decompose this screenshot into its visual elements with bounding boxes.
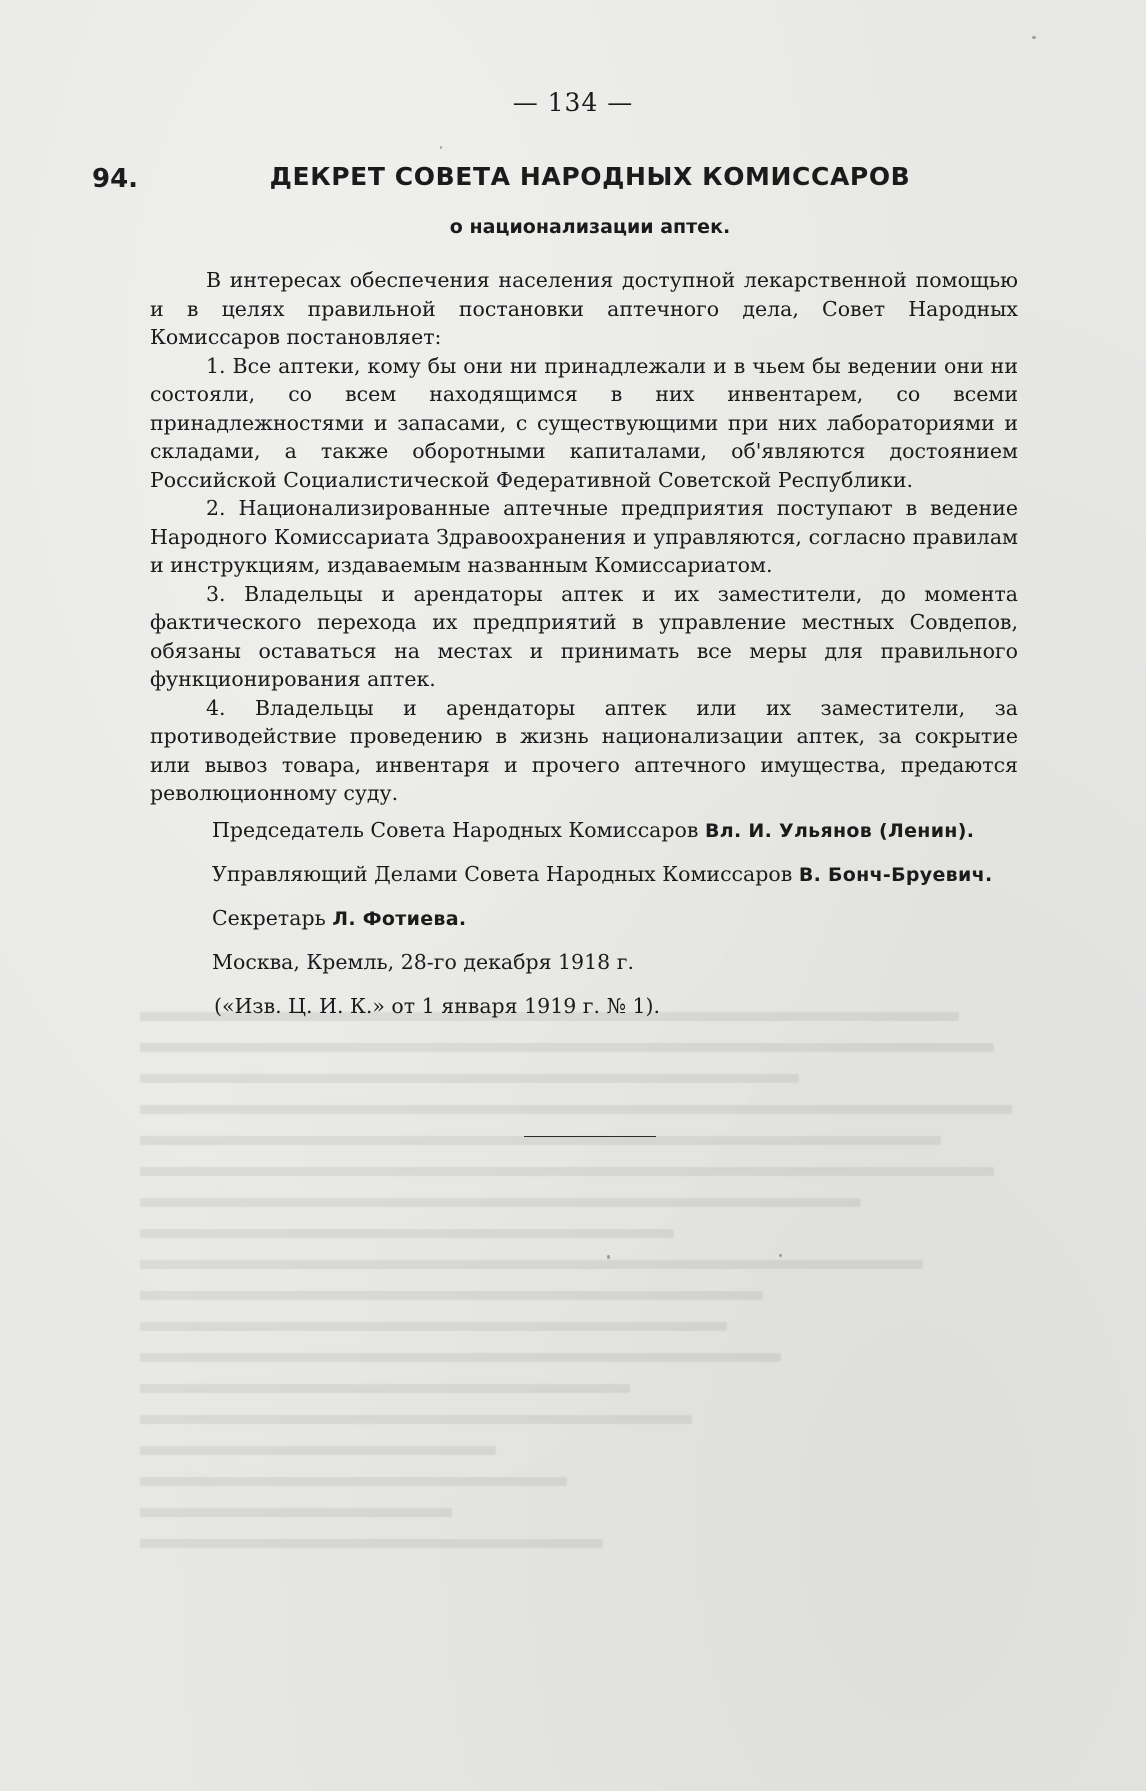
manager-role: Управляющий Делами Совета Народных Комиссаров — [212, 862, 793, 886]
secretary-role: Секретарь — [212, 906, 326, 930]
decree-body — [150, 266, 1018, 808]
decree-point-2: 2. Национализированные аптечные предприятия поступают в ведение Народного Комиссариата Здравоохранения и управляются, согласно правилам и инструкциям, издаваемым названным Комиссариатом. — [150, 496, 1018, 577]
show-through-background — [140, 990, 1030, 1690]
manager-name: В. Бонч-Бруевич. — [798, 864, 993, 886]
scan-speck — [440, 146, 442, 149]
section-divider — [524, 1136, 656, 1137]
decree-preamble: В интересах обеспечения населения доступной лекарственной помощью и в целях правильной постановки аптечного дела, Совет Народных Комиссаров постановляет: — [150, 268, 1018, 349]
decree-point-4: 4. Владельцы и арендаторы аптек или их заместители, за противодействие проведению в жизнь национализации аптек, за сокрытие или вывоз товара, инвентаря и прочего аптечного имущества, предаются революционному суду. — [150, 695, 1018, 805]
scan-speck — [1032, 36, 1036, 39]
signatures-block — [212, 808, 1032, 1028]
document-number: 94. — [92, 164, 139, 194]
chairman-name: Вл. И. Ульянов (Ленин). — [704, 820, 975, 842]
decree-point-1: 1. Все аптеки, кому бы они ни принадлежали и в чьем бы ведении они ни состояли, со всем находящимся в них инвентарем, со всеми принадлежностями и запасами, с существующими при них лабораториями и складами, а также оборотными капиталами, об'являются достоянием Российской Социалистической Федеративной Советской Республики. — [150, 353, 1018, 492]
scan-speck — [779, 1254, 782, 1257]
signature-secretary — [212, 896, 1032, 940]
place-and-date: Москва, Кремль, 28-го декабря 1918 г. — [212, 950, 634, 974]
signature-manager — [212, 852, 1032, 896]
scan-speck — [607, 1255, 610, 1259]
decree-point-3: 3. Владельцы и арендаторы аптек и их заместители, до момента фактического перехода их предприятий в управление местных Совдепов, обязаны оставаться на местах и принимать все меры для правильного функционирования аптек. — [150, 581, 1018, 691]
secretary-name: Л. Фотиева. — [332, 908, 467, 930]
chairman-role: Председатель Совета Народных Комиссаров — [212, 818, 699, 842]
page-number: — 134 — — [512, 88, 634, 117]
publication-source: («Изв. Ц. И. К.» от 1 января 1919 г. № 1). — [214, 994, 661, 1018]
document-title: ДЕКРЕТ СОВЕТА НАРОДНЫХ КОМИССАРОВ — [269, 162, 911, 191]
document-subtitle: о национализации аптек. — [449, 216, 731, 238]
signature-chairman — [212, 808, 1032, 852]
